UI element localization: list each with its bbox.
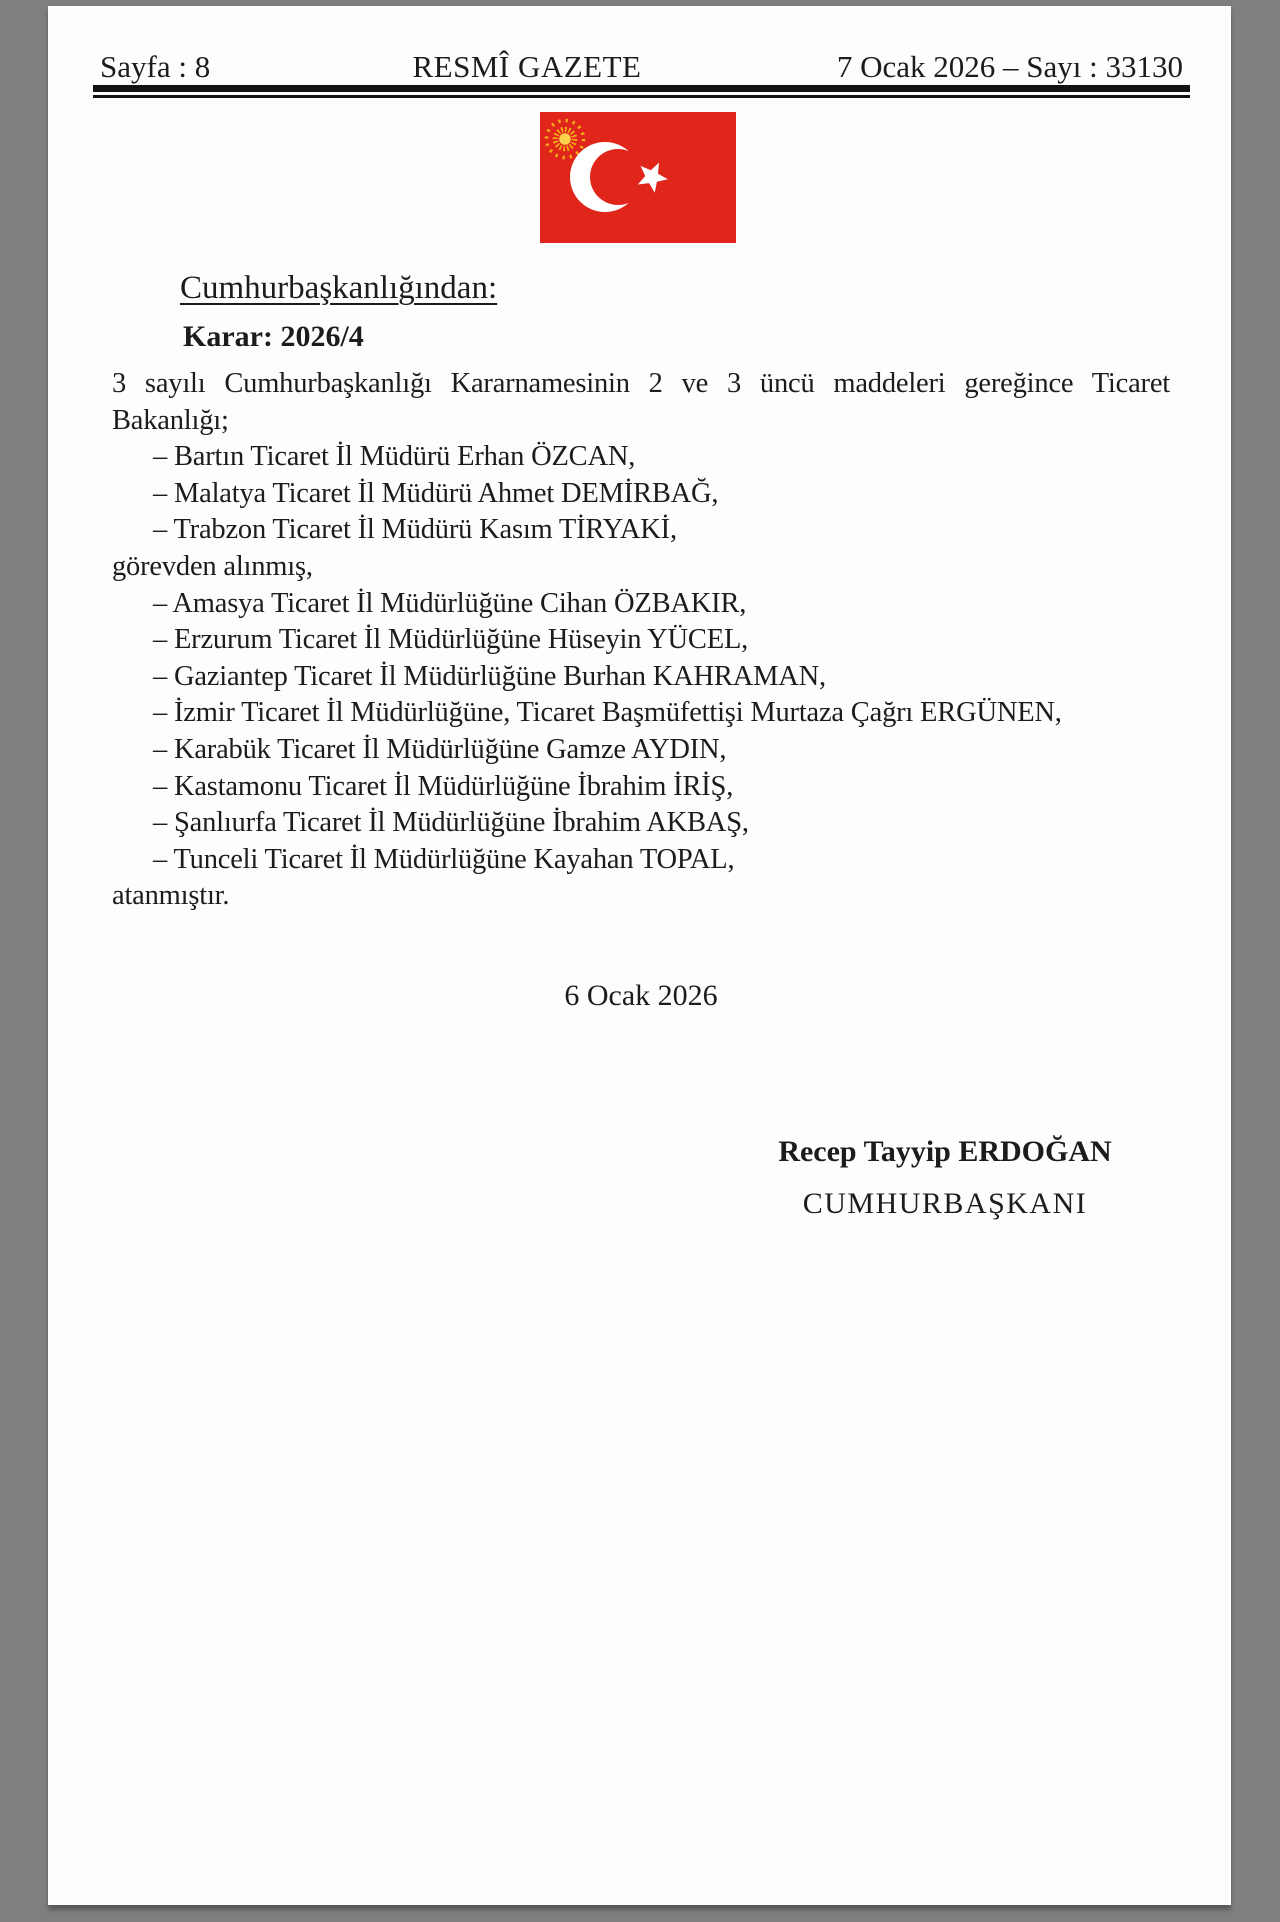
signature-title: CUMHURBAŞKANI	[802, 1187, 1088, 1220]
appointed-item: – Şanlıurfa Ticaret İl Müdürlüğüne İbrahim AKBAŞ,	[153, 807, 749, 839]
appointed-closing: atanmıştır.	[112, 880, 230, 912]
turkish-presidential-flag	[540, 112, 736, 243]
appointed-item: – Karabük Ticaret İl Müdürlüğüne Gamze AYDIN,	[153, 733, 727, 765]
gazette-title: RESMÎ GAZETE	[412, 49, 642, 84]
gazette-page	[48, 6, 1231, 1905]
decision-date: 6 Ocak 2026	[564, 979, 718, 1012]
header-issue-info: 7 Ocak 2026 – Sayı : 33130	[836, 49, 1183, 84]
dismissed-item: – Malatya Ticaret İl Müdürü Ahmet DEMİRBAĞ,	[153, 477, 719, 509]
appointed-item: – Gaziantep Ticaret İl Müdürlüğüne Burhan KAHRAMAN,	[153, 660, 826, 692]
appointed-item: – İzmir Ticaret İl Müdürlüğüne, Ticaret Başmüfettişi Murtaza Çağrı ERGÜNEN,	[153, 697, 1062, 729]
decree-intro-line1: 3 sayılı Cumhurbaşkanlığı Kararnamesinin 2 ve 3 üncü maddeleri gereğince Ticaret	[112, 368, 1170, 399]
appointed-item: – Kastamonu Ticaret İl Müdürlüğüne İbrahim İRİŞ,	[153, 770, 734, 802]
appointed-item: – Erzurum Ticaret İl Müdürlüğüne Hüseyin YÜCEL,	[153, 624, 749, 656]
dismissed-item: – Bartın Ticaret İl Müdürü Erhan ÖZCAN,	[153, 441, 636, 473]
dismissed-closing: görevden alınmış,	[112, 550, 313, 582]
signature-name: Recep Tayyip ERDOĞAN	[778, 1135, 1112, 1168]
decree-body	[112, 366, 1170, 915]
dismissed-item: – Trabzon Ticaret İl Müdürü Kasım TİRYAKİ,	[153, 514, 677, 546]
appointed-item: – Amasya Ticaret İl Müdürlüğüne Cihan ÖZBAKIR,	[153, 587, 747, 619]
authority-heading: Cumhurbaşkanlığından:	[180, 270, 498, 306]
header-double-rule	[93, 85, 1190, 98]
decree-intro-line2: Bakanlığı;	[112, 404, 229, 436]
appointed-item: – Tunceli Ticaret İl Müdürlüğüne Kayahan TOPAL,	[153, 843, 735, 875]
header-page-number: Sayfa : 8	[100, 49, 211, 84]
decision-number: Karar: 2026/4	[183, 320, 364, 353]
signature-block	[735, 1133, 1155, 1222]
